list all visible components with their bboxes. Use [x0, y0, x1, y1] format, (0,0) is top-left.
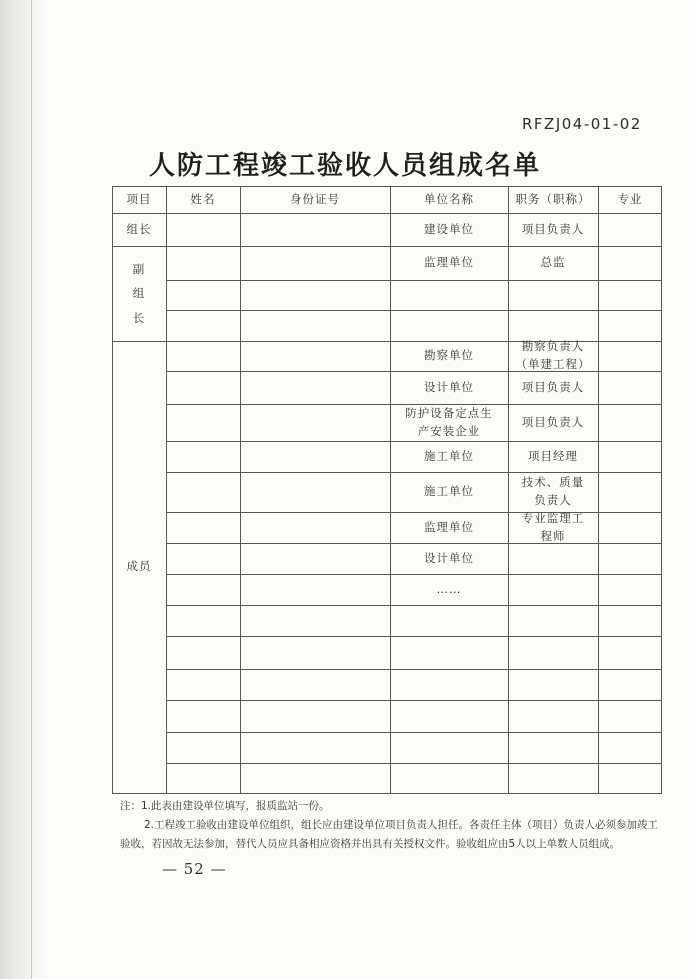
role-cell: 勘察负责人 （单建工程）: [515, 339, 591, 371]
unit-cell: 建设单位: [424, 221, 474, 236]
unit-cell: 监理单位: [424, 255, 474, 270]
table-border-right: [661, 186, 662, 794]
table-border-bottom: [112, 793, 662, 794]
footnotes: [120, 797, 665, 854]
ellipsis-cell: ……: [436, 581, 462, 596]
table-col-rule: [240, 186, 241, 794]
group-leader-label: 组长: [126, 221, 152, 236]
unit-cell: 施工单位: [424, 484, 474, 499]
group-members-label: 成员: [126, 559, 152, 574]
role-cell: 总监: [540, 255, 566, 270]
role-cell: 技术、质量 负责人: [521, 475, 585, 507]
table-col-rule: [598, 186, 599, 794]
header-unit-name: 单位名称: [424, 191, 474, 206]
role-cell: 项目负责人: [521, 379, 585, 394]
role-cell: 项目经理: [528, 448, 578, 463]
header-specialty: 专业: [617, 191, 643, 206]
unit-cell: 施工单位: [424, 448, 474, 463]
role-cell: 项目负责人: [521, 414, 585, 429]
unit-cell: 设计单位: [424, 550, 474, 565]
unit-cell: 监理单位: [424, 519, 474, 534]
page-title: 人防工程竣工验收人员组成名单: [148, 151, 541, 181]
group-deputy-label: 副 组 长: [132, 262, 146, 325]
unit-cell: 勘察单位: [424, 348, 474, 363]
document-code: RFZJ04-01-02: [522, 115, 642, 133]
note-2: 2.工程竣工验收由建设单位组织，组长应由建设单位项目负责人担任。各责任主体（项目）负责人必须参加竣工验收，若因故无法参加，替代人员应具备相应资格并出具有关授权文件。验收组应由5人以上单数人员组成。: [120, 819, 659, 850]
header-position: 职务（职称）: [515, 191, 591, 206]
role-cell: 专业监理工 程师: [521, 510, 585, 543]
header-name: 姓名: [190, 191, 216, 206]
note-1: 注：1.此表由建设单位填写，报质监站一份。: [120, 800, 330, 812]
role-cell: 项目负责人: [521, 221, 585, 236]
personnel-table: [112, 186, 662, 794]
page-number: — 52 —: [162, 860, 227, 878]
unit-cell: 防护设备定点生 产安装企业: [405, 405, 493, 438]
header-item: 项目: [126, 191, 152, 206]
unit-cell: 设计单位: [424, 379, 474, 394]
header-id-number: 身份证号: [290, 191, 340, 206]
table-col-rule: [166, 186, 167, 794]
